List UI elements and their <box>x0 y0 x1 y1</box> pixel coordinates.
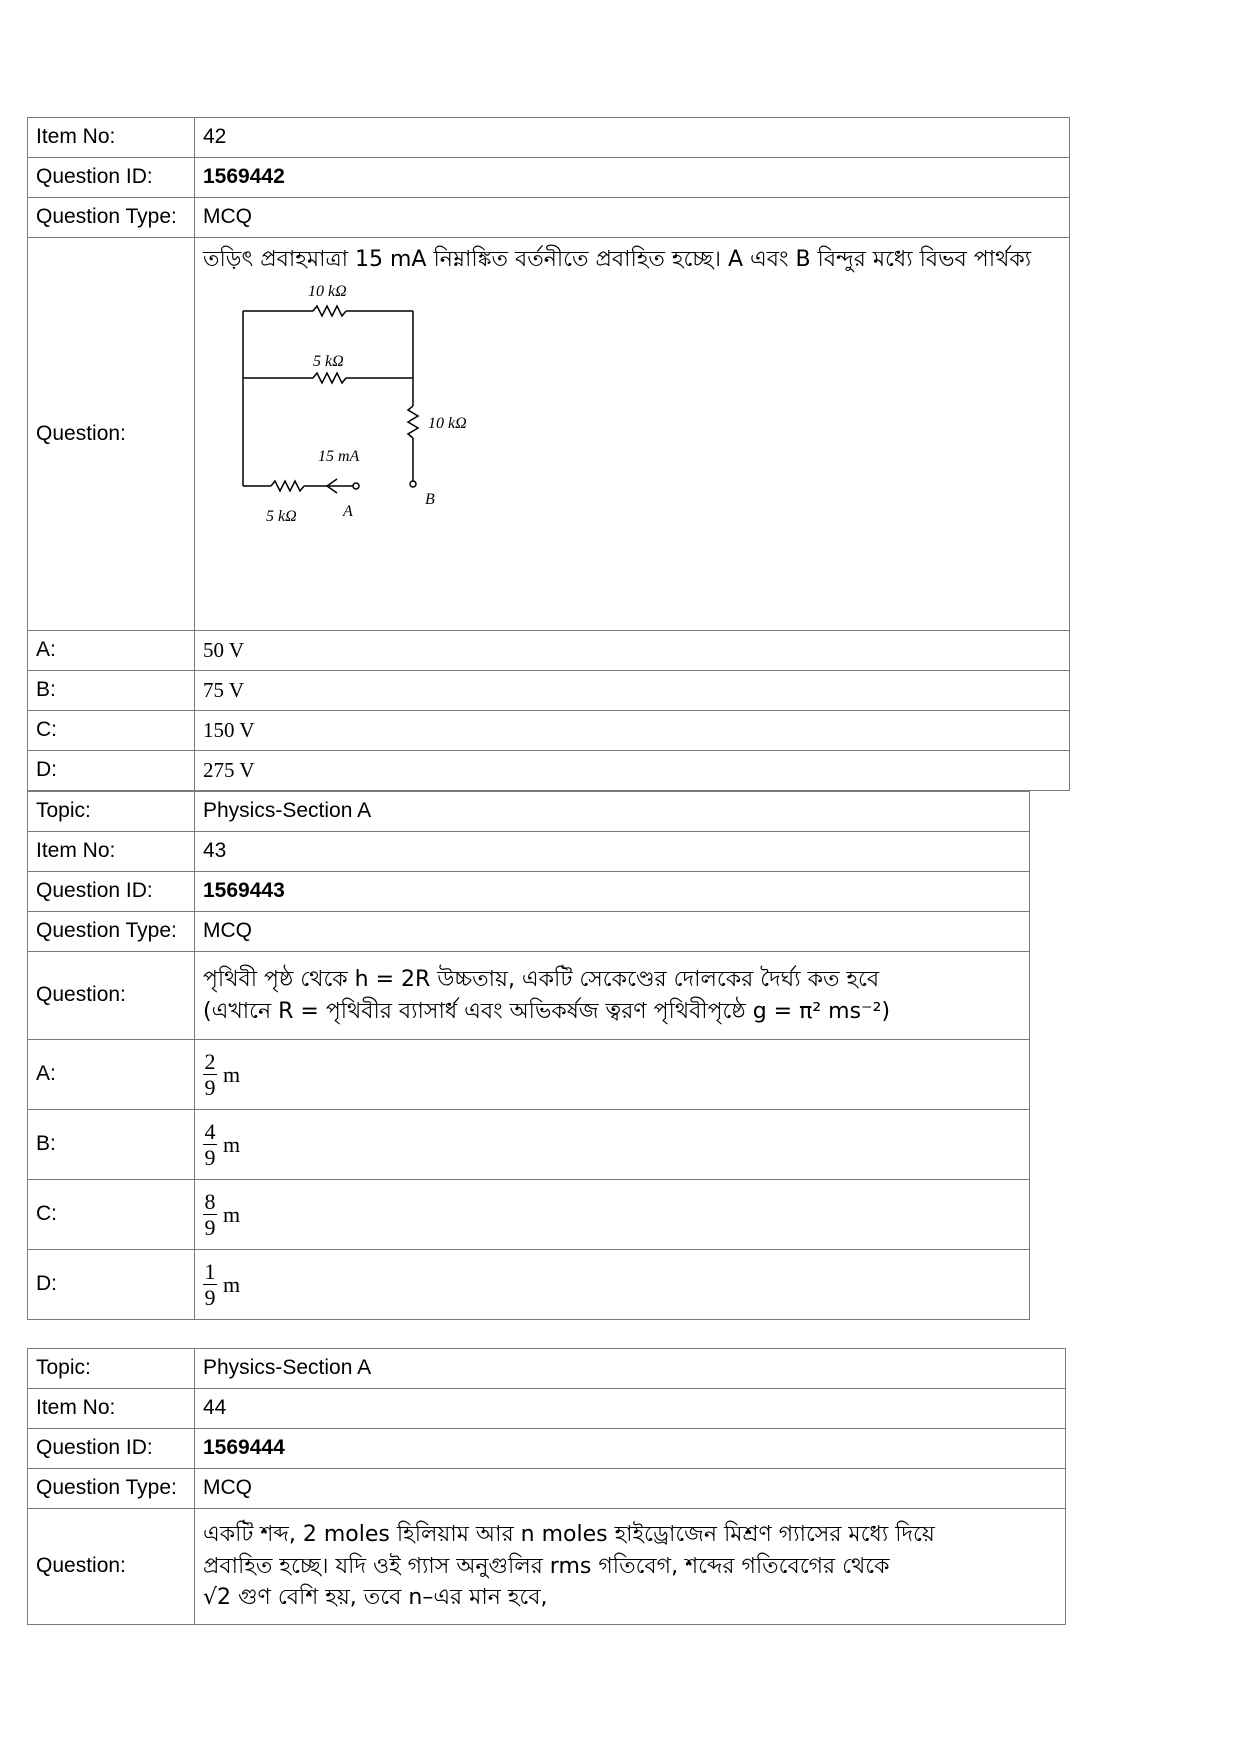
terminal-a <box>353 483 359 489</box>
item-no-row <box>28 832 1030 872</box>
item-no-value: 44 <box>195 1389 1066 1429</box>
question-type-row <box>28 912 1030 952</box>
question-table-44 <box>27 1348 1066 1625</box>
option-d-row <box>28 1250 1030 1320</box>
option-a-row <box>28 631 1070 671</box>
question-type-row <box>28 1469 1066 1509</box>
question-id-value: 1569444 <box>195 1429 1066 1469</box>
question-id-label: Question ID: <box>28 1429 195 1469</box>
question-type-row <box>28 198 1070 238</box>
circuit-diagram <box>213 276 513 536</box>
item-no-value: 43 <box>195 832 1030 872</box>
question-id-row <box>28 872 1030 912</box>
question-type-value: MCQ <box>195 198 1070 238</box>
question-type-label: Question Type: <box>28 198 195 238</box>
option-b-fraction: $\frac{4}{9}$ <box>204 1118 216 1170</box>
item-no-value: 42 <box>195 118 1070 158</box>
question-text: তড়িৎ প্রবাহমাত্রা 15 mA নিম্নাঙ্কিত বর্তনীতে প্রবাহিত হচ্ছে। A এবং B বিন্দুর মধ্যে বিভব পার্থক্য <box>203 247 1032 272</box>
option-b-label: B: <box>28 671 195 711</box>
resistor-mid-symbol <box>313 373 346 383</box>
question-row <box>28 952 1030 1040</box>
option-c-value: $\frac{8}{9}$ m <box>195 1180 1030 1250</box>
option-b-value: $\frac{4}{9}$ m <box>195 1110 1030 1180</box>
question-cell <box>195 1509 1066 1625</box>
question-id-row <box>28 1429 1066 1469</box>
question-line-3: √2 গুণ বেশি হয়, তবে n–এর মান হবে, <box>203 1585 548 1611</box>
question-line-2: প্রবাহিত হচ্ছে। যদি ওই গ্যাস অনুগুলির rms গতিবেগ, শব্দের গতিবেগের থেকে <box>203 1553 890 1579</box>
point-b-label: B <box>425 490 435 508</box>
r-right-label: 10 kΩ <box>428 414 467 432</box>
r-top-label: 10 kΩ <box>308 282 347 300</box>
topic-row <box>28 1349 1066 1389</box>
topic-label: Topic: <box>28 1349 195 1389</box>
option-d-fraction: $\frac{1}{9}$ <box>204 1258 216 1310</box>
item-no-label: Item No: <box>28 832 195 872</box>
resistor-bottom-symbol <box>271 481 304 491</box>
option-c-fraction: $\frac{8}{9}$ <box>204 1188 216 1240</box>
question-type-value: MCQ <box>195 912 1030 952</box>
topic-value: Physics-Section A <box>195 1349 1066 1389</box>
r-bottom-label: 5 kΩ <box>266 507 297 525</box>
question-type-label: Question Type: <box>28 1469 195 1509</box>
item-no-label: Item No: <box>28 118 195 158</box>
option-b-value: 75 V <box>195 671 1070 711</box>
option-c-label: C: <box>28 711 195 751</box>
question-row <box>28 1509 1066 1625</box>
option-b-row <box>28 671 1070 711</box>
option-b-label: B: <box>28 1110 195 1180</box>
current-label: 15 mA <box>318 447 360 465</box>
option-a-fraction: $\frac{2}{9}$ <box>204 1048 216 1100</box>
item-no-row <box>28 1389 1066 1429</box>
option-a-value: 50 V <box>195 631 1070 671</box>
question-table-42 <box>27 117 1070 791</box>
question-cell <box>195 952 1030 1040</box>
option-b-row <box>28 1110 1030 1180</box>
question-line-1: একটি শব্দ, 2 moles হিলিয়াম আর n moles হাইড্রোজেন মিশ্রণ গ্যাসের মধ্যে দিয়ে <box>203 1521 935 1547</box>
question-line-2: (এখানে R = পৃথিবীর ব্যাসার্ধ এবং অভিকর্ষজ ত্বরণ পৃথিবীপৃষ্ঠে g = π² ms⁻²) <box>203 998 891 1024</box>
option-c-label: C: <box>28 1180 195 1250</box>
question-id-label: Question ID: <box>28 872 195 912</box>
item-no-row <box>28 118 1070 158</box>
question-id-value: 1569443 <box>195 872 1030 912</box>
option-c-value: 150 V <box>195 711 1070 751</box>
question-id-value: 1569442 <box>195 158 1070 198</box>
point-a-label: A <box>343 502 353 520</box>
question-row <box>28 238 1070 631</box>
option-c-row <box>28 711 1070 751</box>
option-d-label: D: <box>28 751 195 791</box>
option-d-row <box>28 751 1070 791</box>
terminal-b <box>410 481 416 487</box>
option-d-value: $\frac{1}{9}$ m <box>195 1250 1030 1320</box>
question-table-43 <box>27 791 1030 1320</box>
option-d-label: D: <box>28 1250 195 1320</box>
question-line-1: পৃথিবী পৃষ্ঠ থেকে h = 2R উচ্চতায়, একটি সেকেণ্ডের দোলকের দৈর্ঘ্য কত হবে <box>203 966 880 992</box>
topic-value: Physics-Section A <box>195 792 1030 832</box>
question-id-label: Question ID: <box>28 158 195 198</box>
option-a-row <box>28 1040 1030 1110</box>
option-a-label: A: <box>28 631 195 671</box>
question-label: Question: <box>28 238 195 631</box>
question-label: Question: <box>28 952 195 1040</box>
question-cell <box>195 238 1070 631</box>
option-a-label: A: <box>28 1040 195 1110</box>
topic-label: Topic: <box>28 792 195 832</box>
option-c-row <box>28 1180 1030 1250</box>
resistor-top-symbol <box>313 306 346 316</box>
question-id-row <box>28 158 1070 198</box>
question-label: Question: <box>28 1509 195 1625</box>
option-a-value: $\frac{2}{9}$ m <box>195 1040 1030 1110</box>
item-no-label: Item No: <box>28 1389 195 1429</box>
question-type-value: MCQ <box>195 1469 1066 1509</box>
resistor-right-symbol <box>408 406 418 438</box>
topic-row <box>28 792 1030 832</box>
question-type-label: Question Type: <box>28 912 195 952</box>
r-mid-label: 5 kΩ <box>313 352 344 370</box>
option-d-value: 275 V <box>195 751 1070 791</box>
